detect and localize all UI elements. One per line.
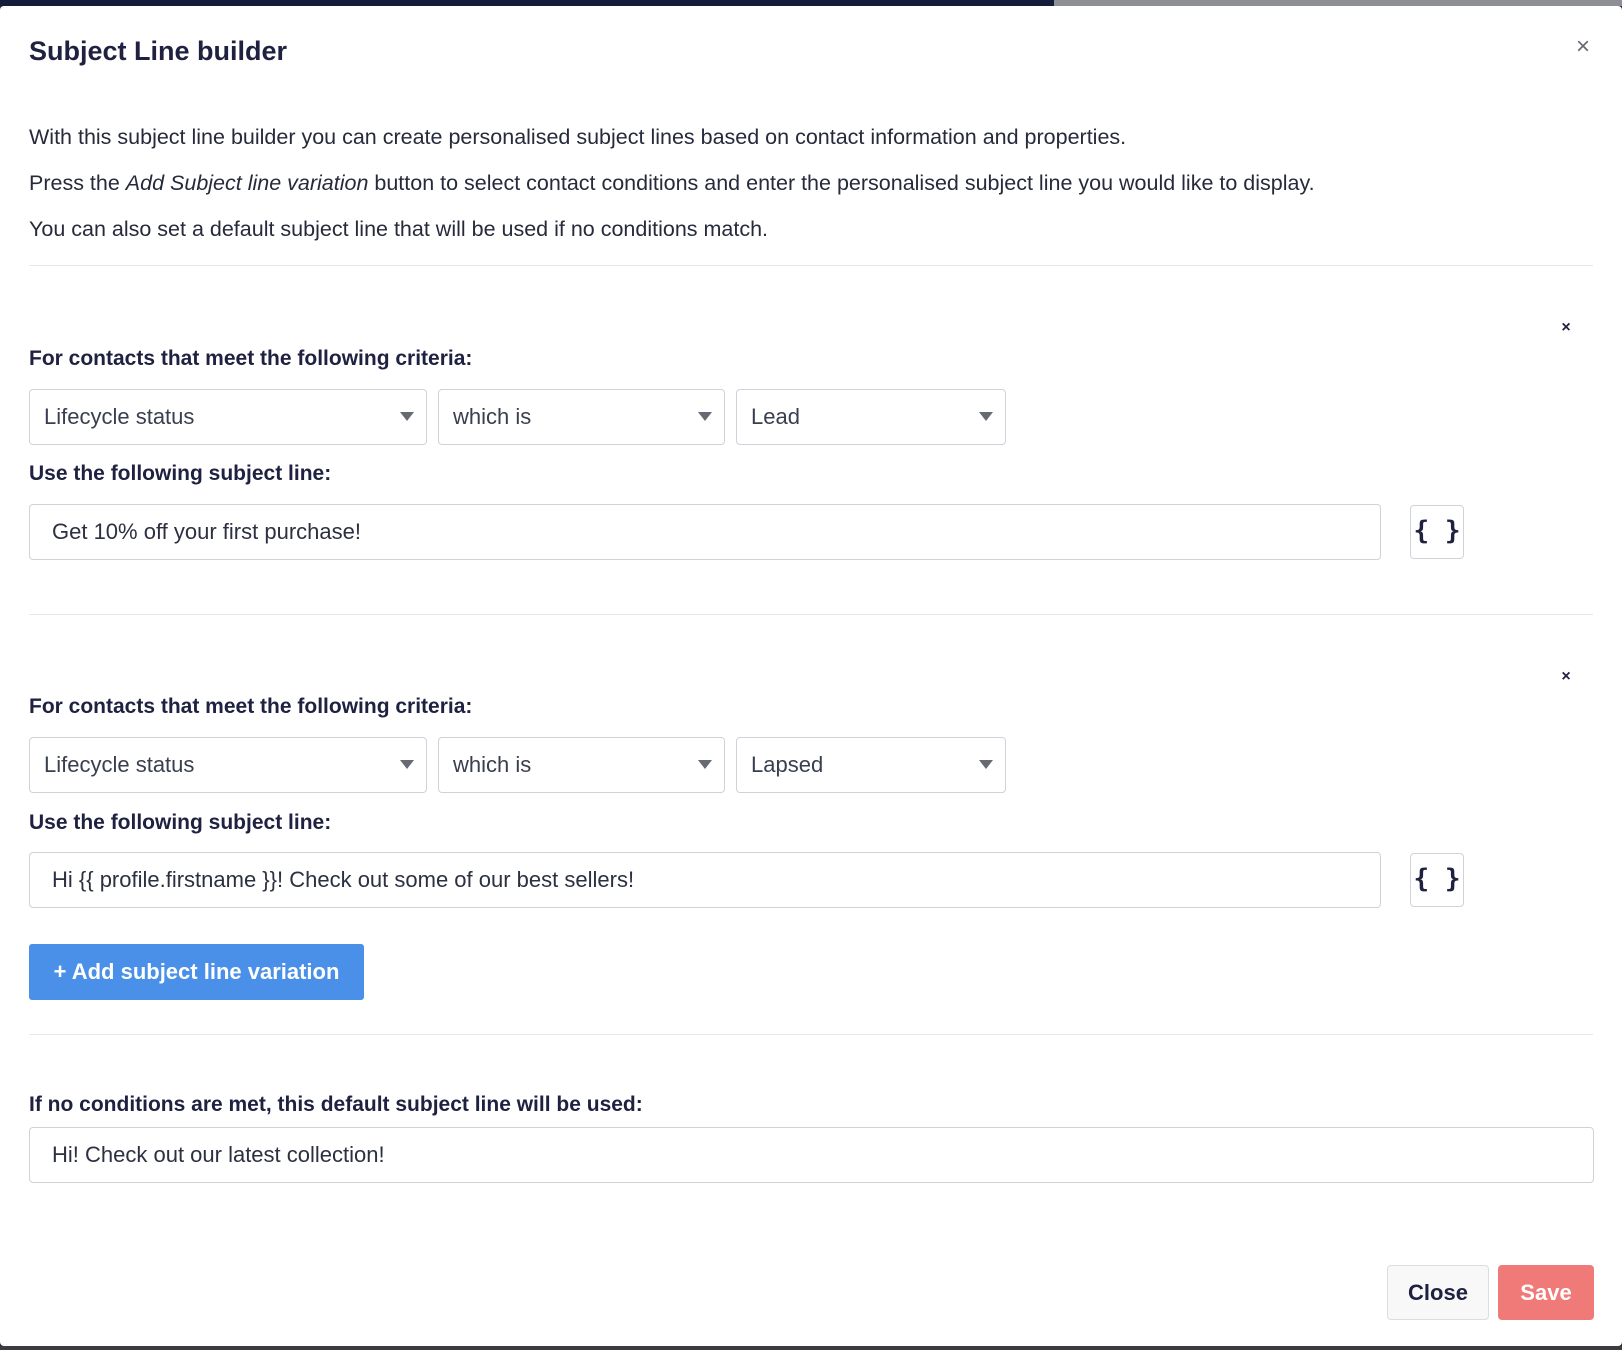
subject-line-builder-modal [0,6,1622,1346]
chevron-down-icon [979,760,993,769]
criteria-field-select[interactable] [29,389,427,445]
insert-variable-button[interactable] [1410,505,1464,559]
divider [29,1034,1593,1035]
criteria-value-value: Lead [751,404,800,429]
default-subject-label: If no conditions are met, this default subject line will be used: [29,1093,643,1116]
criteria-field-select[interactable] [29,737,427,793]
save-button[interactable]: Save [1498,1265,1594,1320]
criteria-operator-select[interactable] [438,737,725,793]
intro-line-1: With this subject line builder you can create personalised subject lines based on contact information and properties. [29,125,1127,149]
criteria-value-select[interactable] [736,737,1006,793]
subject-line-input[interactable] [29,852,1381,908]
subject-line-input[interactable] [29,504,1381,560]
modal-title: Subject Line builder [29,36,288,66]
background-bar-bottom [0,1346,1622,1350]
intro-line-2-prefix: Press the [29,171,126,195]
chevron-down-icon [400,412,414,421]
chevron-down-icon [698,412,712,421]
criteria-label: For contacts that meet the following criteria: [29,347,473,370]
criteria-value-value: Lapsed [751,752,824,777]
divider [29,614,1593,615]
close-icon[interactable]: × [1575,33,1590,60]
intro-line-2-emphasis: Add Subject line variation [125,171,369,195]
divider [29,265,1593,266]
remove-variation-icon[interactable]: × [1561,668,1571,685]
intro-line-2 [29,171,1315,196]
insert-variable-button[interactable] [1410,853,1464,907]
close-button[interactable]: Close [1387,1265,1489,1320]
braces-icon: { } [1413,864,1461,894]
subject-line-label: Use the following subject line: [29,811,332,834]
braces-icon: { } [1413,516,1461,546]
chevron-down-icon [400,760,414,769]
default-subject-input[interactable] [29,1127,1594,1183]
criteria-value-select[interactable] [736,389,1006,445]
remove-variation-icon[interactable]: × [1561,319,1571,336]
chevron-down-icon [979,412,993,421]
criteria-operator-value: which is [453,752,532,777]
intro-line-3: You can also set a default subject line that will be used if no conditions match. [29,217,769,241]
criteria-field-value: Lifecycle status [44,752,195,777]
intro-line-2-suffix: button to select contact conditions and enter the personalised subject line you would like to display. [368,171,1315,195]
chevron-down-icon [698,760,712,769]
criteria-operator-select[interactable] [438,389,725,445]
criteria-label: For contacts that meet the following criteria: [29,695,473,718]
subject-line-label: Use the following subject line: [29,462,332,485]
add-subject-line-variation-button[interactable]: + Add subject line variation [29,944,364,1000]
criteria-field-value: Lifecycle status [44,404,195,429]
criteria-operator-value: which is [453,404,532,429]
